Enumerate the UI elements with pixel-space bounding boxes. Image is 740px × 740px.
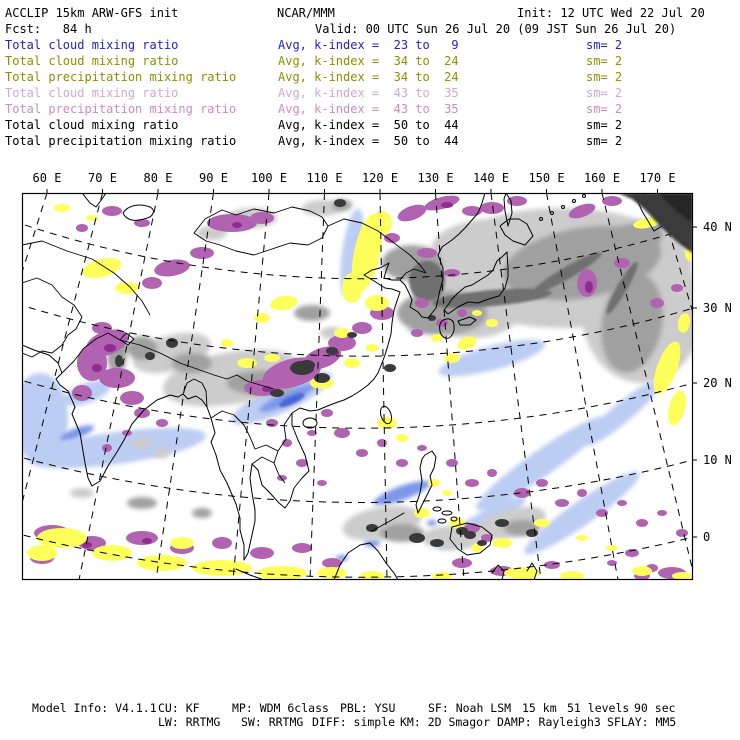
lon-label-60E: 60 E: [32, 171, 62, 185]
footer-line2-seg-4: DAMP: Rayleigh3: [497, 715, 601, 729]
lon-label-80E: 80 E: [143, 171, 173, 185]
map-canvas: [22, 193, 693, 580]
lon-label-150E: 150 E: [528, 171, 565, 185]
legend-row-1-sm: sm= 2: [586, 54, 623, 68]
lat-label-10N: 10 N: [703, 453, 732, 467]
footer-line1-seg-6: 51 levels: [567, 701, 630, 715]
legend-row-4-label: Total precipitation mixing ratio: [5, 102, 237, 116]
lat-label-30N: 30 N: [703, 301, 732, 315]
legend-row-0-sm: sm= 2: [586, 38, 623, 52]
lon-label-110E: 110 E: [306, 171, 343, 185]
legend-row-6-label: Total precipitation mixing ratio: [5, 134, 237, 148]
lon-label-120E: 120 E: [361, 171, 399, 185]
forecast-hour: Fcst: 84 h: [5, 22, 92, 36]
lon-label-100E: 100 E: [250, 171, 288, 185]
footer-line2-seg-1: SW: RRTMG: [241, 715, 304, 729]
legend-row-6-kindex: Avg, k-index = 50 to 44: [278, 134, 459, 148]
lat-label-20N: 20 N: [703, 376, 732, 390]
legend-row-6-sm: sm= 2: [586, 134, 623, 148]
legend-row-1-kindex: Avg, k-index = 34 to 24: [278, 54, 459, 68]
lon-label-70E: 70 E: [88, 171, 117, 185]
legend-row-3-label: Total cloud mixing ratio: [5, 86, 179, 100]
footer-line2-seg-2: DIFF: simple: [312, 715, 396, 729]
init-time: Init: 12 UTC Wed 22 Jul 20: [517, 6, 705, 20]
forecast-map: [22, 193, 693, 580]
product-title: ACCLIP 15km ARW-GFS init: [5, 6, 179, 20]
lon-label-130E: 130 E: [417, 171, 454, 185]
footer-line1-seg-7: 90 sec: [634, 701, 676, 715]
footer-line1-seg-5: 15 km: [522, 701, 557, 715]
legend-row-5-kindex: Avg, k-index = 50 to 44: [278, 118, 459, 132]
footer-line2-seg-3: KM: 2D Smagor: [400, 715, 491, 729]
legend-row-3-kindex: Avg, k-index = 43 to 35: [278, 86, 459, 100]
org-label: NCAR/MMM: [277, 6, 335, 20]
legend-row-4-sm: sm= 2: [586, 102, 623, 116]
legend-row-2-sm: sm= 2: [586, 70, 623, 84]
lat-label-0: 0: [703, 530, 711, 544]
valid-time: Valid: 00 UTC Sun 26 Jul 20 (09 JST Sun 26 Jul 20): [315, 22, 677, 36]
legend-row-4-kindex: Avg, k-index = 43 to 35: [278, 102, 459, 116]
legend-row-5-sm: sm= 2: [586, 118, 623, 132]
legend-row-2-kindex: Avg, k-index = 34 to 24: [278, 70, 459, 84]
footer-line1-seg-1: CU: KF: [158, 701, 200, 715]
footer-line2-seg-0: LW: RRTMG: [158, 715, 221, 729]
legend-row-2-label: Total precipitation mixing ratio: [5, 70, 237, 84]
footer-line1-seg-0: Model Info: V4.1.1: [32, 701, 157, 715]
footer-line1-seg-4: SF: Noah LSM: [428, 701, 512, 715]
footer-line1-seg-2: MP: WDM 6class: [232, 701, 329, 715]
legend-row-1-label: Total cloud mixing ratio: [5, 54, 179, 68]
footer-line1-seg-3: PBL: YSU: [340, 701, 396, 715]
legend-row-3-sm: sm= 2: [586, 86, 623, 100]
lon-label-170E: 170 E: [639, 171, 676, 185]
lon-label-160E: 160 E: [583, 171, 621, 185]
legend-row-0-kindex: Avg, k-index = 23 to 9: [278, 38, 459, 52]
footer-line2-seg-5: SFLAY: MM5: [607, 715, 677, 729]
lon-label-90E: 90 E: [199, 171, 228, 185]
lon-label-140E: 140 E: [472, 171, 510, 185]
legend-row-5-label: Total cloud mixing ratio: [5, 118, 179, 132]
lat-label-40N: 40 N: [703, 220, 732, 234]
legend-row-0-label: Total cloud mixing ratio: [5, 38, 179, 52]
